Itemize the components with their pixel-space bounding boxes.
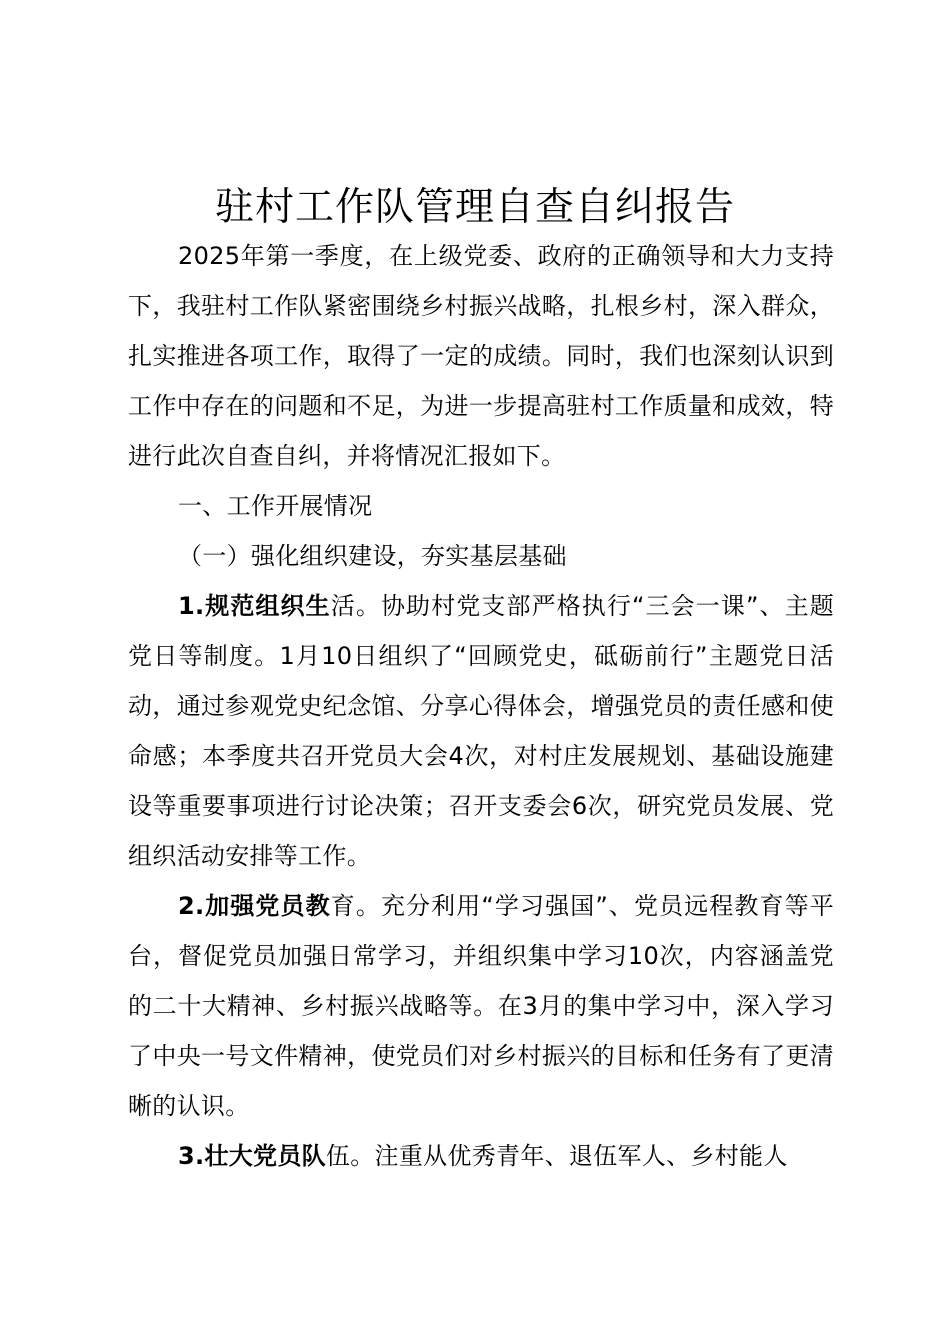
item-lead-3: 3.壮大党员队	[178, 1142, 326, 1170]
item-lead-2: 2.加强党员教	[178, 892, 331, 920]
item-lead-1: 1.规范组织生	[178, 592, 331, 620]
subsection-heading: （一）强化组织建设，夯实基层基础	[178, 542, 567, 570]
item-paragraph-1	[128, 581, 834, 881]
item-paragraph-2	[128, 881, 834, 1131]
item-paragraph-3	[128, 1131, 834, 1181]
document-title: 驻村工作队管理自查自纠报告	[214, 185, 735, 230]
section-heading: 一、工作开展情况	[178, 492, 373, 520]
intro-paragraph: 2025年第一季度，在上级党委、政府的正确领导和大力支持下，我驻村工作队紧密围绕乡村振兴战略，扎根乡村，深入群众，扎实推进各项工作，取得了一定的成绩。同时，我们也深刻认识到工作中存在的问题和不足，为进一步提高驻村工作质量和成效，特进行此次自查自纠，并将情况汇报如下。	[128, 242, 834, 470]
document-body	[128, 231, 834, 1181]
item-text-3: 伍。注重从优秀青年、退伍军人、乡村能人	[325, 1142, 788, 1170]
item-text-1: 活。协助村党支部严格执行“三会一课”、主题党日等制度。1月10日组织了“回顾党史，砥砺前行”主题党日活动，通过参观党史纪念馆、分享心得体会，增强党员的责任感和使命感；本季度共召开党员大会4次，对村庄发展规划、基础设施建设等重要事项进行讨论决策；召开支委会6次，研究党员发展、党组织活动安排等工作。	[128, 592, 834, 870]
item-text-2: 育。充分利用“学习强国”、党员远程教育等平台，督促党员加强日常学习，并组织集中学习10次，内容涵盖党的二十大精神、乡村振兴战略等。在3月的集中学习中，深入学习了中央一号文件精神，使党员们对乡村振兴的目标和任务有了更清晰的认识。	[128, 892, 834, 1120]
